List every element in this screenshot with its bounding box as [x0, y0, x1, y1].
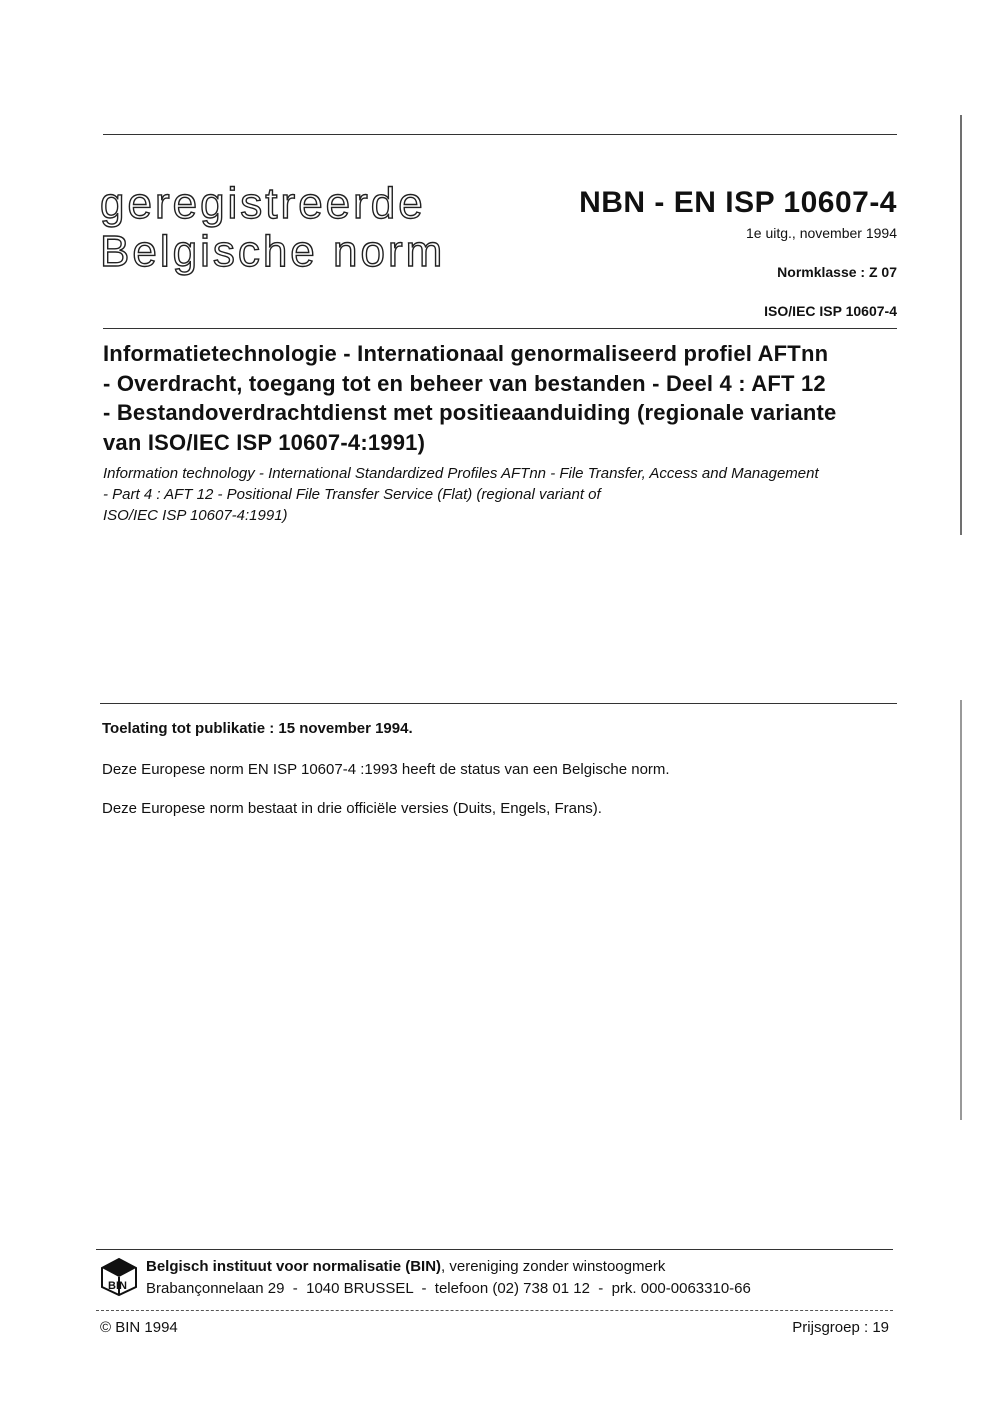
registered-line-2: Belgische norm	[100, 227, 446, 276]
footer-top-rule	[96, 1249, 893, 1250]
title-dutch	[103, 339, 903, 457]
registered-norm-title	[100, 180, 445, 276]
title-dutch-line-3: - Bestandoverdrachtdienst met positieaanduiding (regionale variante	[103, 400, 837, 425]
versions-text: Deze Europese norm bestaat in drie officiële versies (Duits, Engels, Frans).	[102, 800, 602, 817]
scan-edge-mark	[960, 115, 962, 535]
title-top-rule	[103, 328, 897, 329]
title-english-line-3: ISO/IEC ISP 10607-4:1991)	[103, 507, 288, 524]
bin-logo-cube-icon	[99, 1257, 139, 1297]
title-dutch-line-1: Informatietechnologie - Internationaal genormaliseerd profiel AFTnn	[103, 341, 829, 366]
title-english-line-2: - Part 4 : AFT 12 - Positional File Transfer Service (Flat) (regional variant of	[103, 486, 601, 503]
title-english-line-1: Information technology - International Standardized Profiles AFTnn - File Transfer, Access and Management	[103, 465, 819, 482]
approval-top-rule	[100, 703, 897, 704]
copyright: © BIN 1994	[100, 1319, 178, 1336]
scan-edge-mark	[960, 700, 962, 1120]
title-dutch-line-4: van ISO/IEC ISP 10607-4:1991)	[103, 429, 426, 455]
bin-logo-text: BIN	[108, 1280, 127, 1292]
organization-address: Brabançonnelaan 29 - 1040 BRUSSEL - telefoon (02) 738 01 12 - prk. 000-0063310-66	[146, 1280, 751, 1297]
top-rule	[103, 134, 897, 135]
organization-name-rest: , vereniging zonder winstoogmerk	[441, 1258, 666, 1275]
edition: 1e uitg., november 1994	[746, 225, 897, 241]
title-english	[103, 463, 903, 526]
footer-bottom-rule	[96, 1310, 893, 1311]
status-text: Deze Europese norm EN ISP 10607-4 :1993 heeft de status van een Belgische norm.	[102, 761, 670, 778]
organization-name-bold: Belgisch instituut voor normalisatie (BIN)	[146, 1258, 442, 1275]
norm-class: Normklasse : Z 07	[777, 264, 897, 280]
bin-logo	[99, 1257, 139, 1297]
standard-number: NBN - EN ISP 10607-4	[579, 186, 897, 219]
organization-name	[146, 1258, 665, 1275]
price-group: Prijsgroep : 19	[792, 1319, 889, 1336]
registered-line-1: geregistreerde	[100, 179, 426, 228]
iso-reference: ISO/IEC ISP 10607-4	[764, 303, 897, 319]
title-dutch-line-2: - Overdracht, toegang tot en beheer van bestanden - Deel 4 : AFT 12	[103, 370, 826, 396]
approval-date: Toelating tot publikatie : 15 november 1994.	[102, 720, 413, 737]
